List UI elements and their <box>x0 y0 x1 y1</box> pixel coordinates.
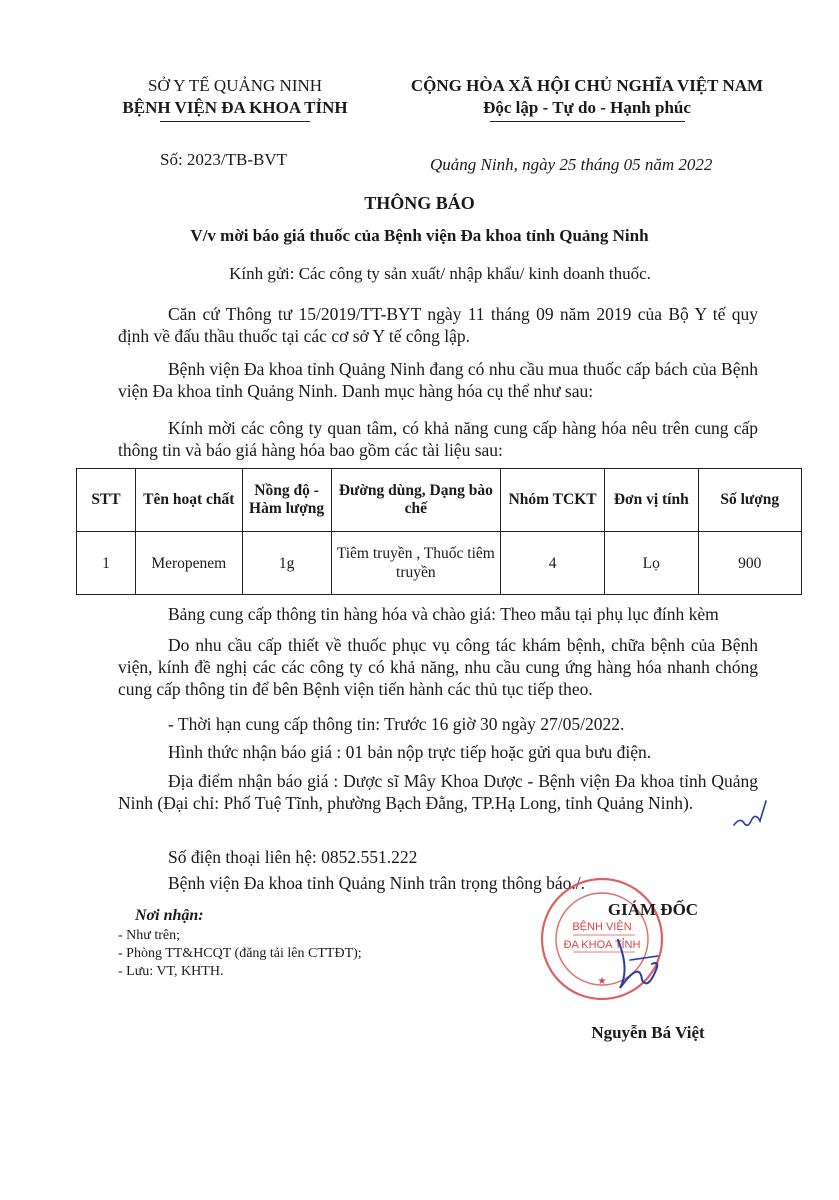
hospital-name: BỆNH VIỆN ĐA KHOA TỈNH <box>122 98 348 117</box>
table-cell: 900 <box>698 532 802 595</box>
paragraph-contact-phone: Số điện thoại liên hệ: 0852.551.222 <box>168 847 418 867</box>
country-motto: Độc lập - Tự do - Hạnh phúc <box>483 98 691 117</box>
header-left-underline <box>160 121 310 122</box>
column-header: Đường dùng, Dạng bào chế <box>331 469 501 532</box>
star-icon: ★ <box>597 976 607 987</box>
margin-initial-mark <box>730 795 770 835</box>
document-number: Số: 2023/TB-BVT <box>160 150 288 169</box>
paragraph-invitation: Kính mời các công ty quan tâm, có khả năng cung cấp hàng hóa nêu trên cung cấp thông tin và báo giá hàng hóa bao gồm các tài liệu sau: <box>118 418 758 460</box>
paragraph-urgency: Do nhu cầu cấp thiết về thuốc phục vụ công tác khám bệnh, chữa bệnh của Bệnh viện, kính đề nghị các các công ty có khả năng, nhu cầu cung ứng hàng hóa nhanh chóng cung cấp thông tin để bên Bệnh viện tiến hành các thủ tục tiếp theo. <box>118 635 758 699</box>
paragraph-deadline: - Thời hạn cung cấp thông tin: Trước 16 giờ 30 ngày 27/05/2022. <box>168 714 625 734</box>
country-name: CỘNG HÒA XÃ HỘI CHỦ NGHĨA VIỆT NAM <box>410 76 764 95</box>
column-header: Số lượng <box>698 469 802 532</box>
paragraph-submission-method: Hình thức nhận báo giá : 01 bản nộp trực tiếp hoặc gửi qua bưu điện. <box>168 742 652 762</box>
place-and-date: Quảng Ninh, ngày 25 tháng 05 năm 2022 <box>430 155 713 174</box>
table-cell: 4 <box>501 532 605 595</box>
signatory-position: GIÁM ĐỐC <box>607 900 699 919</box>
table-cell: 1g <box>242 532 331 595</box>
stamp-text: ĐA KHOA TỈNH <box>563 939 641 951</box>
handwritten-signature <box>597 930 680 1000</box>
recipients-heading: Nơi nhận: <box>135 907 204 924</box>
column-header: Nhóm TCKT <box>501 469 605 532</box>
signatory-name: Nguyễn Bá Việt <box>591 1023 705 1042</box>
recipient-item: - Như trên; <box>118 928 181 943</box>
paragraph-need: Bệnh viện Đa khoa tỉnh Quảng Ninh đang có nhu cầu mua thuốc cấp bách của Bệnh viện Đa khoa tỉnh Quảng Ninh. Danh mục hàng hóa cụ thể như sau: <box>118 359 758 401</box>
stamp-text: BỆNH VIỆN <box>572 921 632 933</box>
recipient-item: - Phòng TT&HCQT (đăng tải lên CTTĐT); <box>118 946 362 961</box>
table-header-row <box>77 469 802 532</box>
column-header: STT <box>77 469 136 532</box>
paragraph-closing: Bệnh viện Đa khoa tỉnh Quảng Ninh trân trọng thông báo./. <box>168 873 586 893</box>
recipient-line: Kính gửi: Các công ty sản xuất/ nhập khẩu/ kinh doanh thuốc. <box>229 264 651 283</box>
table-cell: Tiêm truyền , Thuốc tiêm truyền <box>331 532 501 595</box>
column-header: Nồng độ - Hàm lượng <box>242 469 331 532</box>
table-row <box>77 532 802 595</box>
column-header: Đơn vị tính <box>605 469 698 532</box>
goods-table <box>76 468 802 595</box>
paragraph-legal-basis: Căn cứ Thông tư 15/2019/TT-BYT ngày 11 tháng 09 năm 2019 của Bộ Y tế quy định về đấu thầu thuốc tại các cơ sở Y tế công lập. <box>118 304 758 346</box>
header-right-underline <box>490 121 685 122</box>
paragraph-submission-location: Địa điểm nhận báo giá : Dược sĩ Mây Khoa Dược - Bệnh viện Đa khoa tỉnh Quảng Ninh (Đại chỉ: Phố Tuệ Tĩnh, phường Bạch Đằng, TP.Hạ Long, tỉnh Quảng Ninh). <box>118 771 758 813</box>
document-title: THÔNG BÁO <box>364 193 475 213</box>
table-cell: Meropenem <box>135 532 242 595</box>
column-header: Tên hoạt chất <box>135 469 242 532</box>
agency-name: SỞ Y TẾ QUẢNG NINH <box>147 76 323 95</box>
table-cell: Lọ <box>605 532 698 595</box>
recipient-item: - Lưu: VT, KHTH. <box>118 964 224 979</box>
paragraph-form: Bảng cung cấp thông tin hàng hóa và chào giá: Theo mẫu tại phụ lục đính kèm <box>168 604 719 624</box>
document-subject: V/v mời báo giá thuốc của Bệnh viện Đa khoa tỉnh Quảng Ninh <box>190 226 649 245</box>
table-cell: 1 <box>77 532 136 595</box>
